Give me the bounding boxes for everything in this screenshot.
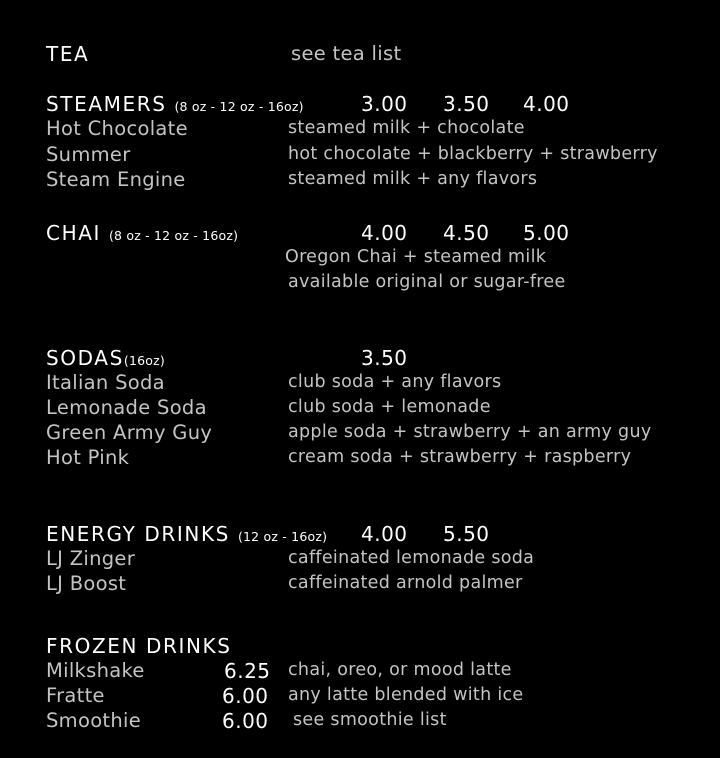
frozen-desc-smoothie: see smoothie list <box>293 710 447 730</box>
steamers-heading <box>46 94 304 114</box>
steamers-desc-hot-chocolate: steamed milk + chocolate <box>288 118 525 138</box>
steamers-desc-summer: hot chocolate + blackberry + strawberry <box>288 144 658 164</box>
tea-note: see tea list <box>291 42 402 65</box>
sodas-desc-lemonade-soda: club soda + lemonade <box>288 397 491 417</box>
frozen-item-milkshake: Milkshake <box>46 659 145 682</box>
frozen-heading: FROZEN DRINKS <box>46 634 232 658</box>
energy-item-lj-zinger: LJ Zinger <box>46 547 136 570</box>
energy-item-lj-boost: LJ Boost <box>46 572 127 595</box>
energy-sizes: (12 oz - 16oz) <box>237 529 328 544</box>
energy-price-small: 4.00 <box>361 522 408 546</box>
frozen-price-smoothie: 6.00 <box>222 709 269 733</box>
frozen-price-fratte: 6.00 <box>222 684 269 708</box>
energy-desc-lj-boost: caffeinated arnold palmer <box>288 573 523 593</box>
sodas-desc-italian-soda: club soda + any flavors <box>288 372 502 392</box>
energy-desc-lj-zinger: caffeinated lemonade soda <box>288 548 535 568</box>
steamers-item-summer: Summer <box>46 143 131 166</box>
chai-price-large: 5.00 <box>523 221 570 245</box>
tea-heading: TEA <box>46 42 90 66</box>
steamers-price-small: 3.00 <box>361 92 408 116</box>
frozen-price-milkshake: 6.25 <box>224 659 271 683</box>
chai-heading <box>46 223 238 243</box>
chai-sizes: (8 oz - 12 oz - 16oz) <box>108 228 239 243</box>
frozen-item-fratte: Fratte <box>46 684 105 707</box>
sodas-desc-hot-pink: cream soda + strawberry + raspberry <box>288 447 632 467</box>
steamers-sizes: (8 oz - 12 oz - 16oz) <box>174 99 304 114</box>
energy-title: ENERGY DRINKS <box>46 522 230 546</box>
steamers-price-large: 4.00 <box>523 92 570 116</box>
sodas-item-lemonade-soda: Lemonade Soda <box>46 396 207 419</box>
sodas-price: 3.50 <box>361 346 408 370</box>
steamers-title: STEAMERS <box>46 92 167 116</box>
steamers-item-hot-chocolate: Hot Chocolate <box>46 117 188 140</box>
steamers-desc-steam-engine: steamed milk + any flavors <box>288 169 538 189</box>
frozen-item-smoothie: Smoothie <box>46 709 142 732</box>
chai-price-small: 4.00 <box>361 221 408 245</box>
chai-line-2: available original or sugar-free <box>288 272 566 292</box>
chai-line-1: Oregon Chai + steamed milk <box>285 247 547 267</box>
sodas-item-hot-pink: Hot Pink <box>46 446 130 469</box>
sodas-item-green-army-guy: Green Army Guy <box>46 421 213 444</box>
energy-heading <box>46 524 327 544</box>
chai-title: CHAI <box>46 221 101 245</box>
frozen-desc-milkshake: chai, oreo, or mood latte <box>288 660 512 680</box>
steamers-price-medium: 3.50 <box>443 92 490 116</box>
sodas-heading <box>46 348 165 368</box>
frozen-desc-fratte: any latte blended with ice <box>288 685 524 705</box>
sodas-title: SODAS <box>46 346 124 370</box>
sodas-desc-green-army-guy: apple soda + strawberry + an army guy <box>288 422 652 442</box>
sodas-sizes: (16oz) <box>123 353 165 368</box>
energy-price-large: 5.50 <box>443 522 490 546</box>
steamers-item-steam-engine: Steam Engine <box>46 168 186 191</box>
sodas-item-italian-soda: Italian Soda <box>46 371 165 394</box>
chai-price-medium: 4.50 <box>443 221 490 245</box>
